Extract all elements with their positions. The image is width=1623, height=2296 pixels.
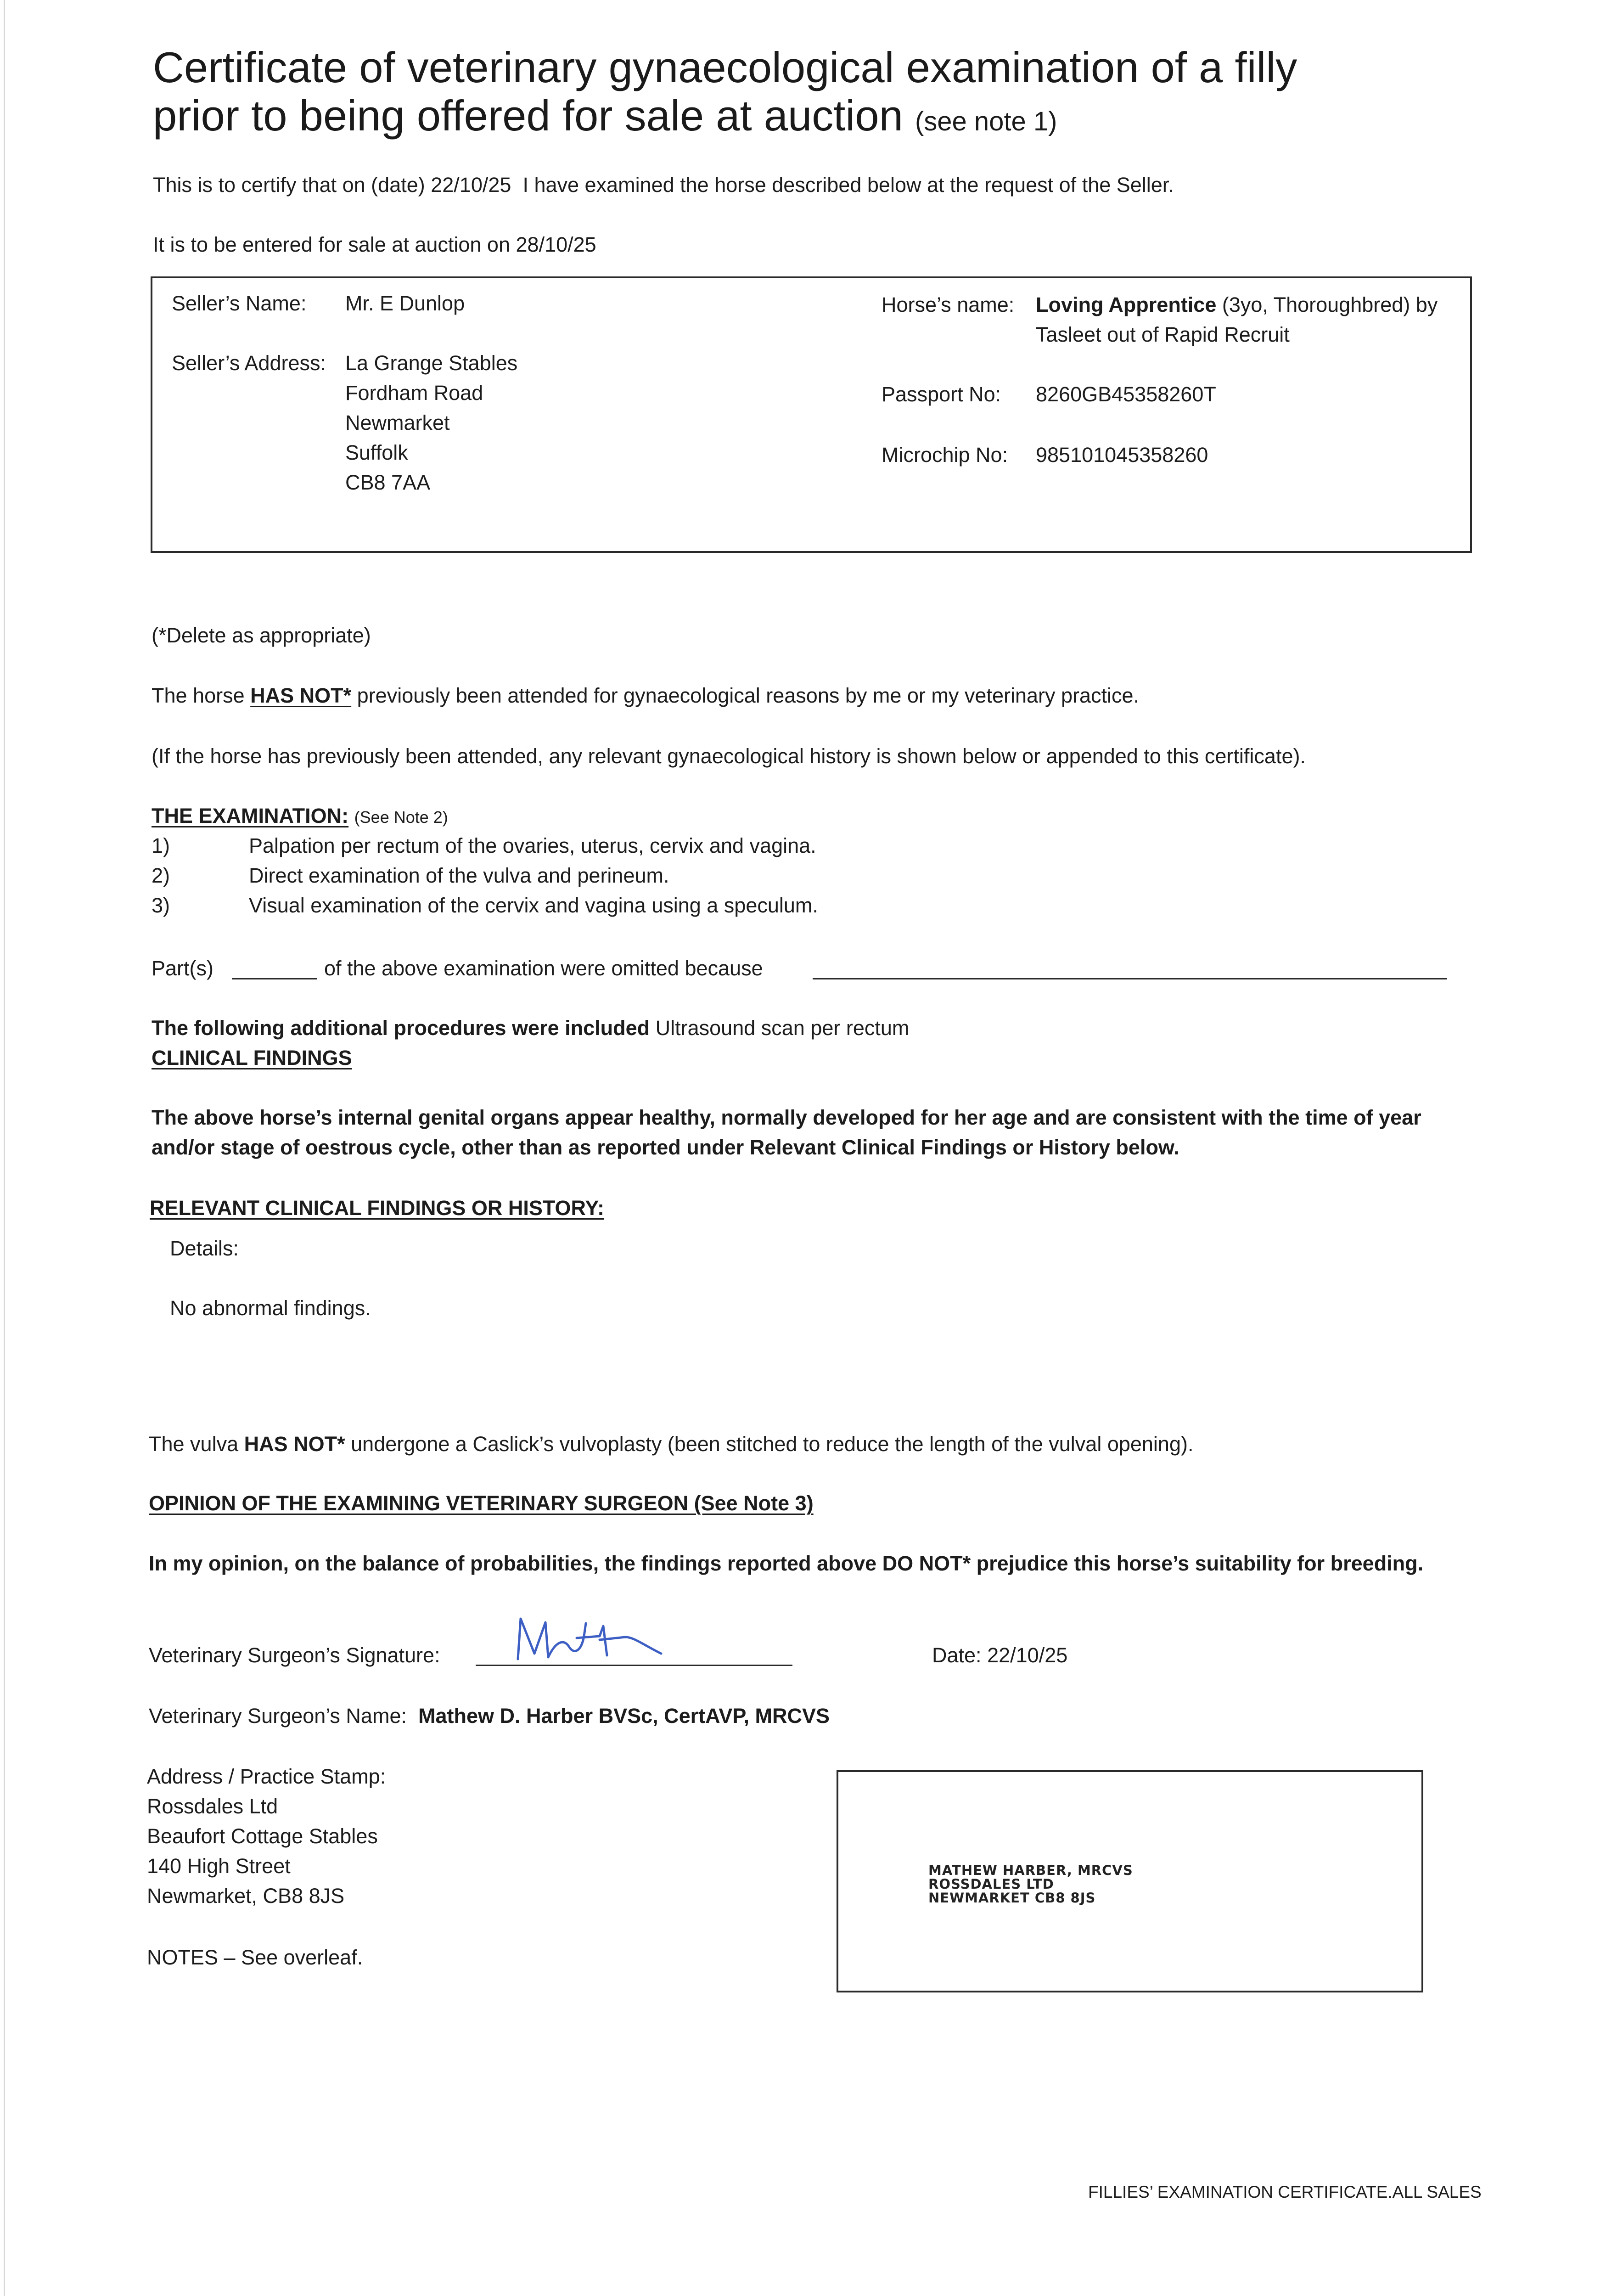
examination-item: 2) Direct examination of the vulva and perineum. — [152, 864, 669, 887]
microchip-number: 985101045358260 — [1036, 443, 1208, 467]
seller-name: Mr. E Dunlop — [345, 292, 465, 315]
examination-heading: THE EXAMINATION: — [152, 804, 349, 827]
stamp-line: NEWMARKET CB8 8JS — [928, 1890, 1096, 1906]
practice-address-line: 140 High Street — [147, 1854, 291, 1878]
auction-line: It is to be entered for sale at auction on 28/10/25 — [153, 233, 596, 256]
omitted-reason-blank — [813, 978, 1447, 979]
horse-name-label: Horse’s name: — [882, 293, 1015, 316]
passport-label: Passport No: — [882, 383, 1001, 406]
practice-address-line: Newmarket, CB8 8JS — [147, 1884, 345, 1908]
details-text: No abnormal findings. — [170, 1296, 371, 1320]
clinical-statement-line2: and/or stage of oestrous cycle, other than as reported under Relevant Clinical Findings or History below. — [152, 1136, 1179, 1159]
stamp-line: MATHEW HARBER, MRCVS — [928, 1863, 1133, 1878]
practice-address-line: Rossdales Ltd — [147, 1795, 278, 1818]
surgeon-name: Mathew D. Harber BVSc, CertAVP, MRCVS — [418, 1704, 830, 1728]
omitted-prefix: Part(s) — [152, 957, 213, 980]
additional-procedures: The following additional procedures were included Ultrasound scan per rectum — [152, 1016, 910, 1040]
notes-line: NOTES – See overleaf. — [147, 1946, 363, 1969]
certify-line: This is to certify that on (date) 22/10/25 I have examined the horse described below at the request of the Seller. — [153, 173, 1174, 197]
passport-number: 8260GB45358260T — [1036, 383, 1216, 406]
seller-address-line: CB8 7AA — [345, 471, 431, 494]
seller-address-label: Seller’s Address: — [172, 351, 326, 375]
vulva-line: The vulva HAS NOT* undergone a Caslick’s vulvoplasty (been stitched to reduce the length of the vulval opening). — [149, 1432, 1194, 1456]
seller-address-line: Fordham Road — [345, 381, 483, 405]
horse-name: Loving Apprentice — [1036, 293, 1217, 316]
omitted-parts-blank — [232, 978, 317, 979]
seller-address-line: La Grange Stables — [345, 351, 518, 375]
footer: FILLIES’ EXAMINATION CERTIFICATE.ALL SALES — [1088, 2183, 1482, 2201]
vulva-status: HAS NOT* — [244, 1432, 345, 1456]
seller-address-line: Newmarket — [345, 411, 450, 434]
signature-label: Veterinary Surgeon’s Signature: — [149, 1643, 440, 1667]
surgeon-name-line: Veterinary Surgeon’s Name: Mathew D. Harber BVSc, CertAVP, MRCVS — [149, 1704, 830, 1728]
practice-stamp-box — [837, 1770, 1423, 1992]
practice-address-line: Beaufort Cottage Stables — [147, 1824, 378, 1848]
signature-date: Date: 22/10/25 — [932, 1643, 1068, 1667]
examination-item: 1) Palpation per rectum of the ovaries, uterus, cervix and vagina. — [152, 834, 816, 857]
opinion-heading: OPINION OF THE EXAMINING VETERINARY SURGEON (See Note 3) — [149, 1491, 814, 1515]
clinical-statement-line1: The above horse’s internal genital organs appear healthy, normally developed for her age and are consistent with the time of year — [152, 1106, 1421, 1129]
scan-edge — [4, 0, 5, 2296]
delete-note: (*Delete as appropriate) — [152, 624, 371, 647]
examination-item: 3) Visual examination of the cervix and vagina using a speculum. — [152, 894, 818, 917]
auction-date: 28/10/25 — [516, 233, 596, 256]
omitted-middle: of the above examination were omitted because — [324, 957, 763, 980]
horse-pedigree: Tasleet out of Rapid Recruit — [1036, 323, 1290, 346]
seller-address-line: Suffolk — [345, 441, 408, 464]
details-label: Details: — [170, 1237, 239, 1260]
history-note: (If the horse has previously been attended, any relevant gynaecological history is shown below or appended to this certificate). — [152, 744, 1306, 768]
clinical-heading: CLINICAL FINDINGS — [152, 1046, 352, 1069]
title-note: (see note 1) — [915, 107, 1057, 136]
opinion-statement: In my opinion, on the balance of probabilities, the findings reported above DO NOT* prejudice this horse’s suitability for breeding. — [149, 1552, 1424, 1575]
relevant-heading: RELEVANT CLINICAL FINDINGS OR HISTORY: — [150, 1196, 605, 1220]
exam-date: 22/10/25 — [431, 173, 511, 197]
microchip-label: Microchip No: — [882, 443, 1008, 467]
signature-scribble — [505, 1609, 670, 1669]
practice-label: Address / Practice Stamp: — [147, 1765, 386, 1788]
attended-status: HAS NOT* — [250, 684, 352, 707]
stamp-line: ROSSDALES LTD — [928, 1876, 1054, 1892]
attended-line: The horse HAS NOT* previously been attended for gynaecological reasons by me or my veterinary practice. — [152, 684, 1140, 707]
horse-name-line: Loving Apprentice (3yo, Thoroughbred) by — [1036, 293, 1438, 316]
seller-name-label: Seller’s Name: — [172, 292, 307, 315]
examination-heading-line: THE EXAMINATION: (See Note 2) — [152, 804, 448, 827]
page-title-line1: Certificate of veterinary gynaecological examination of a filly — [153, 43, 1297, 91]
page-title-line2: prior to being offered for sale at auction (see note 1) — [153, 91, 1057, 140]
